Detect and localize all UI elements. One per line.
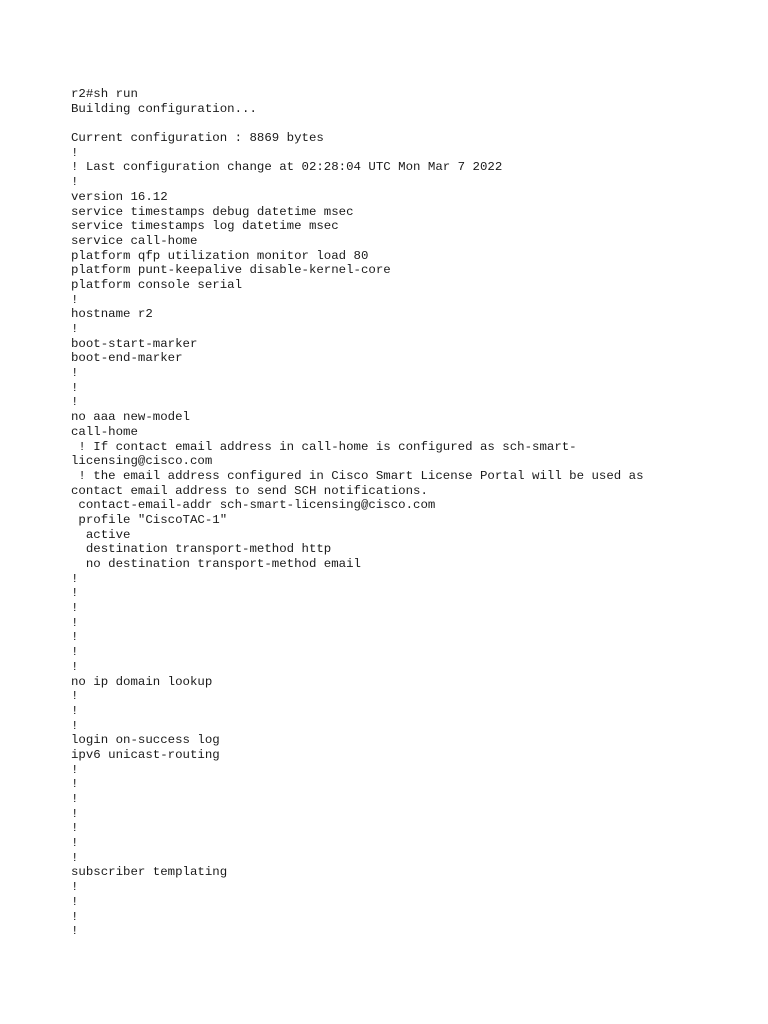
config-line: platform qfp utilization monitor load 80 — [71, 248, 369, 263]
config-line: profile "CiscoTAC-1" — [71, 512, 228, 527]
config-line: r2#sh run — [71, 87, 138, 101]
config-line: ! — [71, 777, 79, 792]
config-line: ipv6 unicast-routing — [71, 747, 220, 762]
config-line: version 16.12 — [71, 189, 168, 204]
config-line: service timestamps log datetime msec — [71, 219, 339, 234]
config-line: boot-start-marker — [71, 336, 198, 351]
config-line: Current configuration : 8869 bytes — [71, 131, 324, 146]
config-line: ! — [71, 645, 79, 660]
config-line: ! — [71, 586, 79, 601]
config-line: platform console serial — [71, 277, 243, 292]
config-line: ! — [71, 175, 79, 190]
config-line: ! — [71, 395, 79, 410]
config-line: ! If contact email address in call-home is configured as sch-smart- — [71, 439, 577, 454]
config-line: boot-end-marker — [71, 351, 183, 366]
config-line: ! — [71, 821, 79, 836]
config-line: contact email address to send SCH notifications. — [71, 483, 428, 498]
config-line: ! — [71, 659, 79, 674]
config-line — [71, 116, 731, 131]
config-line: contact-email-addr sch-smart-licensing@cisco.com — [71, 498, 436, 513]
config-line: ! — [71, 322, 79, 336]
config-line: ! — [71, 292, 79, 307]
config-line: ! — [71, 571, 79, 586]
config-line: ! — [71, 366, 79, 381]
config-line: ! — [71, 836, 79, 851]
config-line: platform punt-keepalive disable-kernel-core — [71, 263, 391, 278]
config-line: ! — [71, 850, 79, 865]
config-line: ! — [71, 703, 79, 718]
config-line: ! — [71, 630, 79, 645]
config-line: hostname r2 — [71, 307, 153, 322]
config-line: active — [71, 527, 131, 542]
config-line: ! Last configuration change at 02:28:04 UTC Mon Mar 7 2022 — [71, 160, 503, 175]
config-line: ! — [71, 689, 79, 704]
config-line: no ip domain lookup — [71, 674, 213, 689]
config-line: ! — [71, 806, 79, 821]
config-line: ! — [71, 762, 79, 777]
config-output — [71, 87, 731, 939]
config-line: ! — [71, 880, 79, 895]
config-line: ! — [71, 145, 79, 160]
config-line: ! — [71, 601, 79, 616]
config-line: Building configuration... — [71, 101, 257, 116]
config-line: ! — [71, 718, 79, 733]
config-line: destination transport-method http — [71, 542, 332, 557]
config-line: ! the email address configured in Cisco Smart License Portal will be used as — [71, 468, 644, 483]
config-line: ! — [71, 615, 79, 630]
config-line: ! — [71, 909, 79, 924]
config-line: service timestamps debug datetime msec — [71, 204, 354, 219]
config-line: call-home — [71, 424, 138, 439]
config-line: ! — [71, 792, 79, 806]
config-line: subscriber templating — [71, 865, 228, 880]
config-line: ! — [71, 924, 79, 939]
config-line: service call-home — [71, 233, 198, 248]
config-line: no aaa new-model — [71, 410, 190, 425]
config-line: login on-success log — [71, 733, 220, 748]
config-line: licensing@cisco.com — [71, 454, 213, 469]
config-line: ! — [71, 380, 79, 395]
config-line: ! — [71, 894, 79, 909]
config-line: no destination transport-method email — [71, 557, 361, 571]
